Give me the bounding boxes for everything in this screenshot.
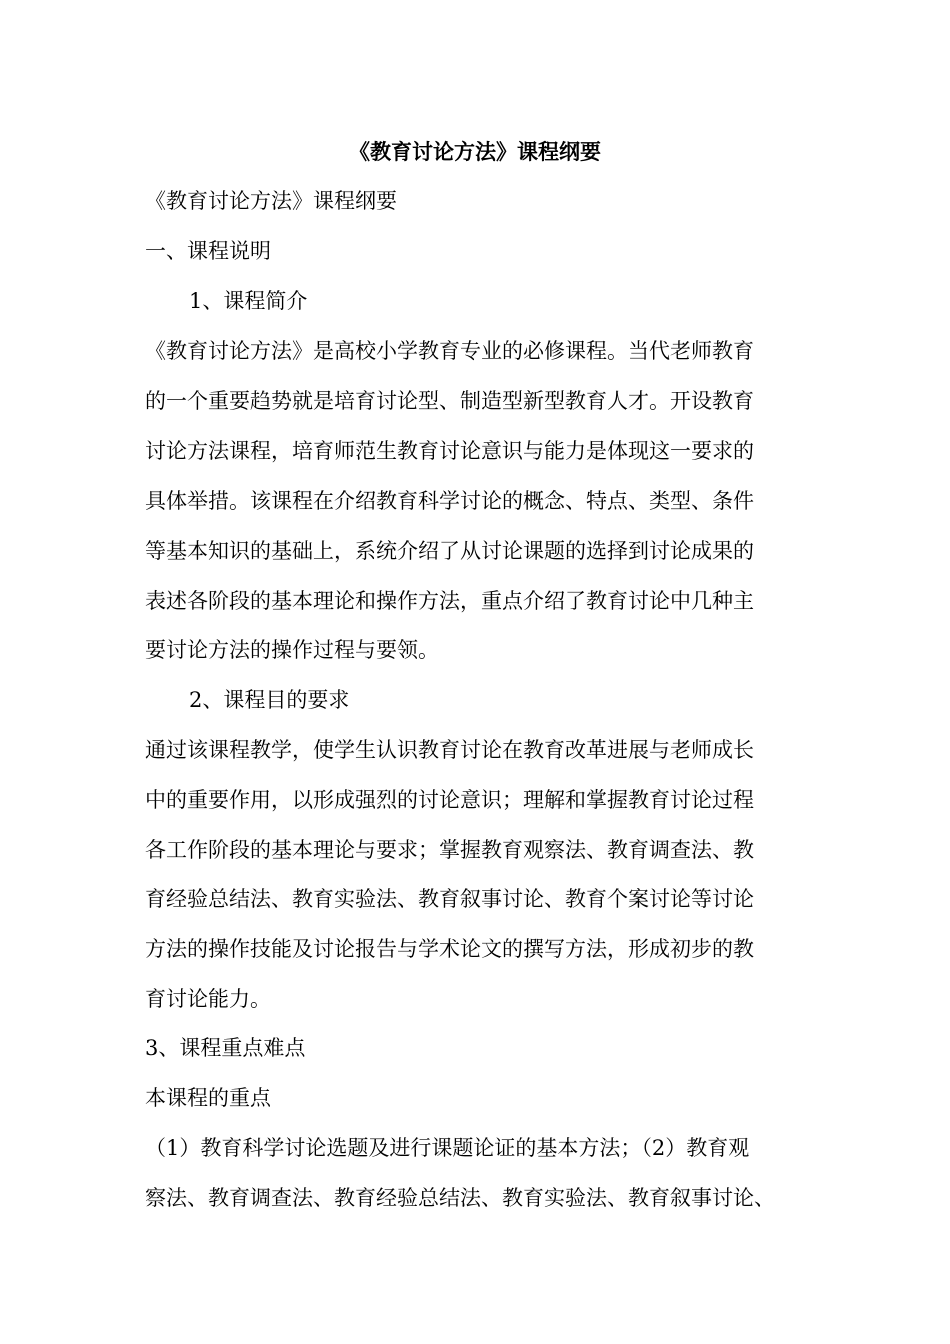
paragraph-line: 察法、教育调查法、教育经验总结法、教育实验法、教育叙事讨论、 [145,1186,775,1210]
paragraph-line: 中的重要作用，以形成强烈的讨论意识；理解和掌握教育讨论过程 [145,788,754,812]
paragraph-line: 方法的操作技能及讨论报告与学术论文的撰写方法，形成初步的教 [145,937,754,961]
section-heading-course-description: 一、课程说明 [145,239,271,263]
paragraph-line: （1）教育科学讨论选题及进行课题论证的基本方法；（2）教育观 [145,1136,750,1160]
paragraph-line: 育讨论能力。 [145,987,271,1011]
key-points-label: 本课程的重点 [145,1086,271,1110]
document-subtitle: 《教育讨论方法》课程纲要 [145,189,397,213]
paragraph-line: 通过该课程教学，使学生认识教育讨论在教育改革进展与老师成长 [145,738,754,762]
subsection-heading-course-goals: 2、课程目的要求 [189,688,350,712]
paragraph-line: 《教育讨论方法》是高校小学教育专业的必修课程。当代老师教育 [145,339,754,363]
subsection-heading-course-intro: 1、课程简介 [189,289,308,313]
paragraph-line: 要讨论方法的操作过程与要领。 [145,638,439,662]
paragraph-line: 各工作阶段的基本理论与要求；掌握教育观察法、教育调查法、教 [145,838,754,862]
paragraph-line: 表述各阶段的基本理论和操作方法，重点介绍了教育讨论中几种主 [145,589,754,613]
subsection-heading-key-points: 3、课程重点难点 [145,1036,306,1060]
document-title: 《教育讨论方法》课程纲要 [349,139,601,164]
paragraph-line: 育经验总结法、教育实验法、教育叙事讨论、教育个案讨论等讨论 [145,887,754,911]
paragraph-line: 等基本知识的基础上，系统介绍了从讨论课题的选择到讨论成果的 [145,539,754,563]
paragraph-line: 的一个重要趋势就是培育讨论型、制造型新型教育人才。开设教育 [145,389,754,413]
paragraph-line: 具体举措。该课程在介绍教育科学讨论的概念、特点、类型、条件 [145,489,754,513]
paragraph-line: 讨论方法课程，培育师范生教育讨论意识与能力是体现这一要求的 [145,439,754,463]
